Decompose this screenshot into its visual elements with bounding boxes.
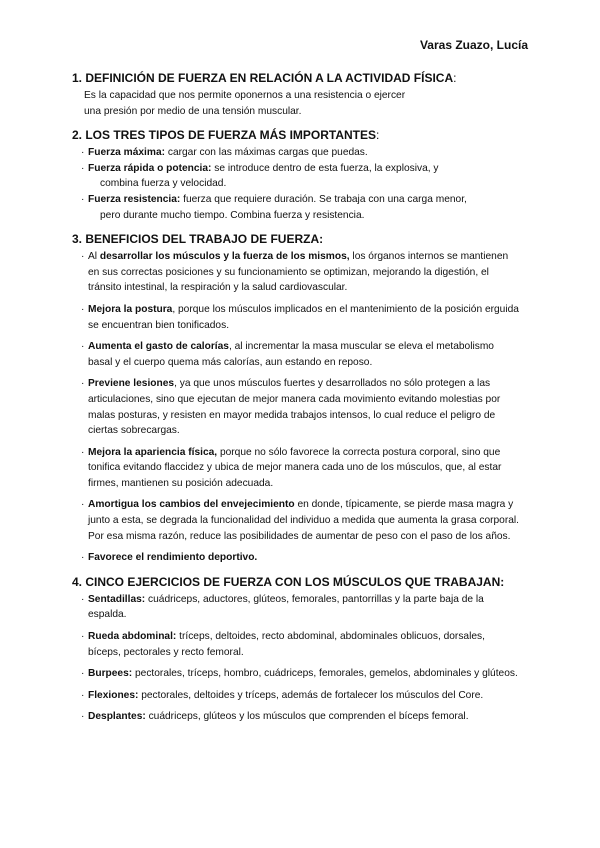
- benefits-list: [72, 249, 520, 566]
- list-item: · Fuerza máxima: cargar con las máximas cargas que puedas.: [72, 145, 520, 161]
- section-title: 2. LOS TRES TIPOS DE FUERZA MÁS IMPORTANTES:: [72, 128, 380, 143]
- bullet-icon: ·: [81, 446, 85, 458]
- list-item: · Fuerza rápida o potencia: se introduce dentro de esta fuerza, la explosiva, y combina fuerza y velocidad.: [81, 162, 439, 190]
- section-benefits: [72, 231, 520, 566]
- list-item: · Mejora la postura, porque los músculos implicados en el mantenimiento de la posición erguida se encuentran bien tonificados.: [81, 303, 519, 331]
- bullet-icon: ·: [81, 689, 85, 701]
- list-item: · Rueda abdominal: tríceps, deltoides, recto abdominal, abdominales oblicuos, dorsales, bíceps, pectorales y recto femoral.: [81, 631, 485, 658]
- list-item: · Desplantes: cuádriceps, glúteos y los músculos que comprenden el bíceps femoral.: [72, 709, 520, 725]
- section-text: [72, 88, 520, 119]
- list-item: · Favorece el rendimiento deportivo.: [72, 550, 520, 566]
- document-body: [72, 70, 520, 733]
- bullet-icon: ·: [81, 499, 85, 511]
- section-title: 1. DEFINICIÓN DE FUERZA EN RELACIÓN A LA ACTIVIDAD FÍSICA:: [72, 71, 457, 85]
- list-item: · Burpees: pectorales, tríceps, hombro, cuádriceps, femorales, gemelos, abdominales y glúteos.: [72, 666, 520, 682]
- section-title: 4. CINCO EJERCICIOS DE FUERZA CON LOS MÚSCULOS QUE TRABAJAN:: [72, 574, 505, 589]
- bullet-icon: ·: [81, 593, 85, 605]
- author-name: Varas Zuazo, Lucía: [419, 38, 528, 52]
- list-item: · Mejora la apariencia física, porque no sólo favorece la correcta postura corporal, sino que tonifica evitando flaccidez y ubica de mejor manera cada uno de los músculos, que, al estar firmes, mantienen su posición adecuada.: [81, 446, 502, 489]
- bullet-icon: ·: [81, 147, 85, 159]
- bullet-icon: ·: [81, 631, 85, 643]
- section-exercises: [72, 574, 520, 725]
- bullet-icon: ·: [81, 711, 85, 723]
- section-types: [72, 127, 520, 223]
- list-item: · Flexiones: pectorales, deltoides y tríceps, además de fortalecer los músculos del Core.: [72, 688, 520, 704]
- bullet-icon: ·: [81, 668, 85, 680]
- bullet-icon: ·: [81, 251, 85, 263]
- bullet-icon: ·: [81, 303, 85, 315]
- text-line: una presión por medio de una tensión muscular.: [84, 105, 302, 117]
- bullet-icon: ·: [81, 162, 85, 174]
- section-definition: [72, 70, 520, 119]
- types-list: [72, 145, 520, 223]
- bullet-icon: ·: [81, 341, 85, 353]
- bullet-icon: ·: [81, 552, 85, 564]
- list-item: · Aumenta el gasto de calorías, al incrementar la masa muscular se eleva el metabolismo basal y el cuerpo quema más calorías, aun estando en reposo.: [81, 341, 494, 368]
- bullet-icon: ·: [81, 193, 85, 205]
- list-item: · Sentadillas: cuádriceps, aductores, glúteos, femorales, pantorrillas y la parte baja de la espalda.: [81, 593, 484, 621]
- text-line: Es la capacidad que nos permite oponernos a una resistencia o ejercer: [84, 90, 406, 101]
- list-item: · Al desarrollar los músculos y la fuerza de los mismos, los órganos internos se mantienen en sus correctas posiciones y su funcionamiento se optimizan, mejorando la digestión, el tránsito intestinal, la respiración y la salud cardiovascular.: [81, 251, 509, 294]
- list-item: · Amortigua los cambios del envejecimiento en donde, típicamente, se pierde masa magra y junto a esta, se degrada la funcionalidad del individuo a medida que aumenta la grasa corporal. Por esa misma razón, reduce las posibilidades de aumentar de peso con el paso de los años.: [81, 499, 519, 542]
- exercises-list: [72, 592, 520, 725]
- bullet-icon: ·: [81, 378, 85, 390]
- list-item: · Previene lesiones, ya que unos músculos fuertes y desarrollados no sólo protegen a las articulaciones, sino que ejecutan de mejor manera cada movimiento evitando molestias por malas posturas, y resisten en mayor medida trabajos intensos, lo cual reduce el peligro de ciertas sobrecargas.: [81, 378, 501, 437]
- section-title: 3. BENEFICIOS DEL TRABAJO DE FUERZA:: [72, 232, 324, 247]
- list-item: · Fuerza resistencia: fuerza que requiere duración. Se trabaja con una carga menor, pero durante mucho tiempo. Combina fuerza y resistencia.: [81, 193, 467, 221]
